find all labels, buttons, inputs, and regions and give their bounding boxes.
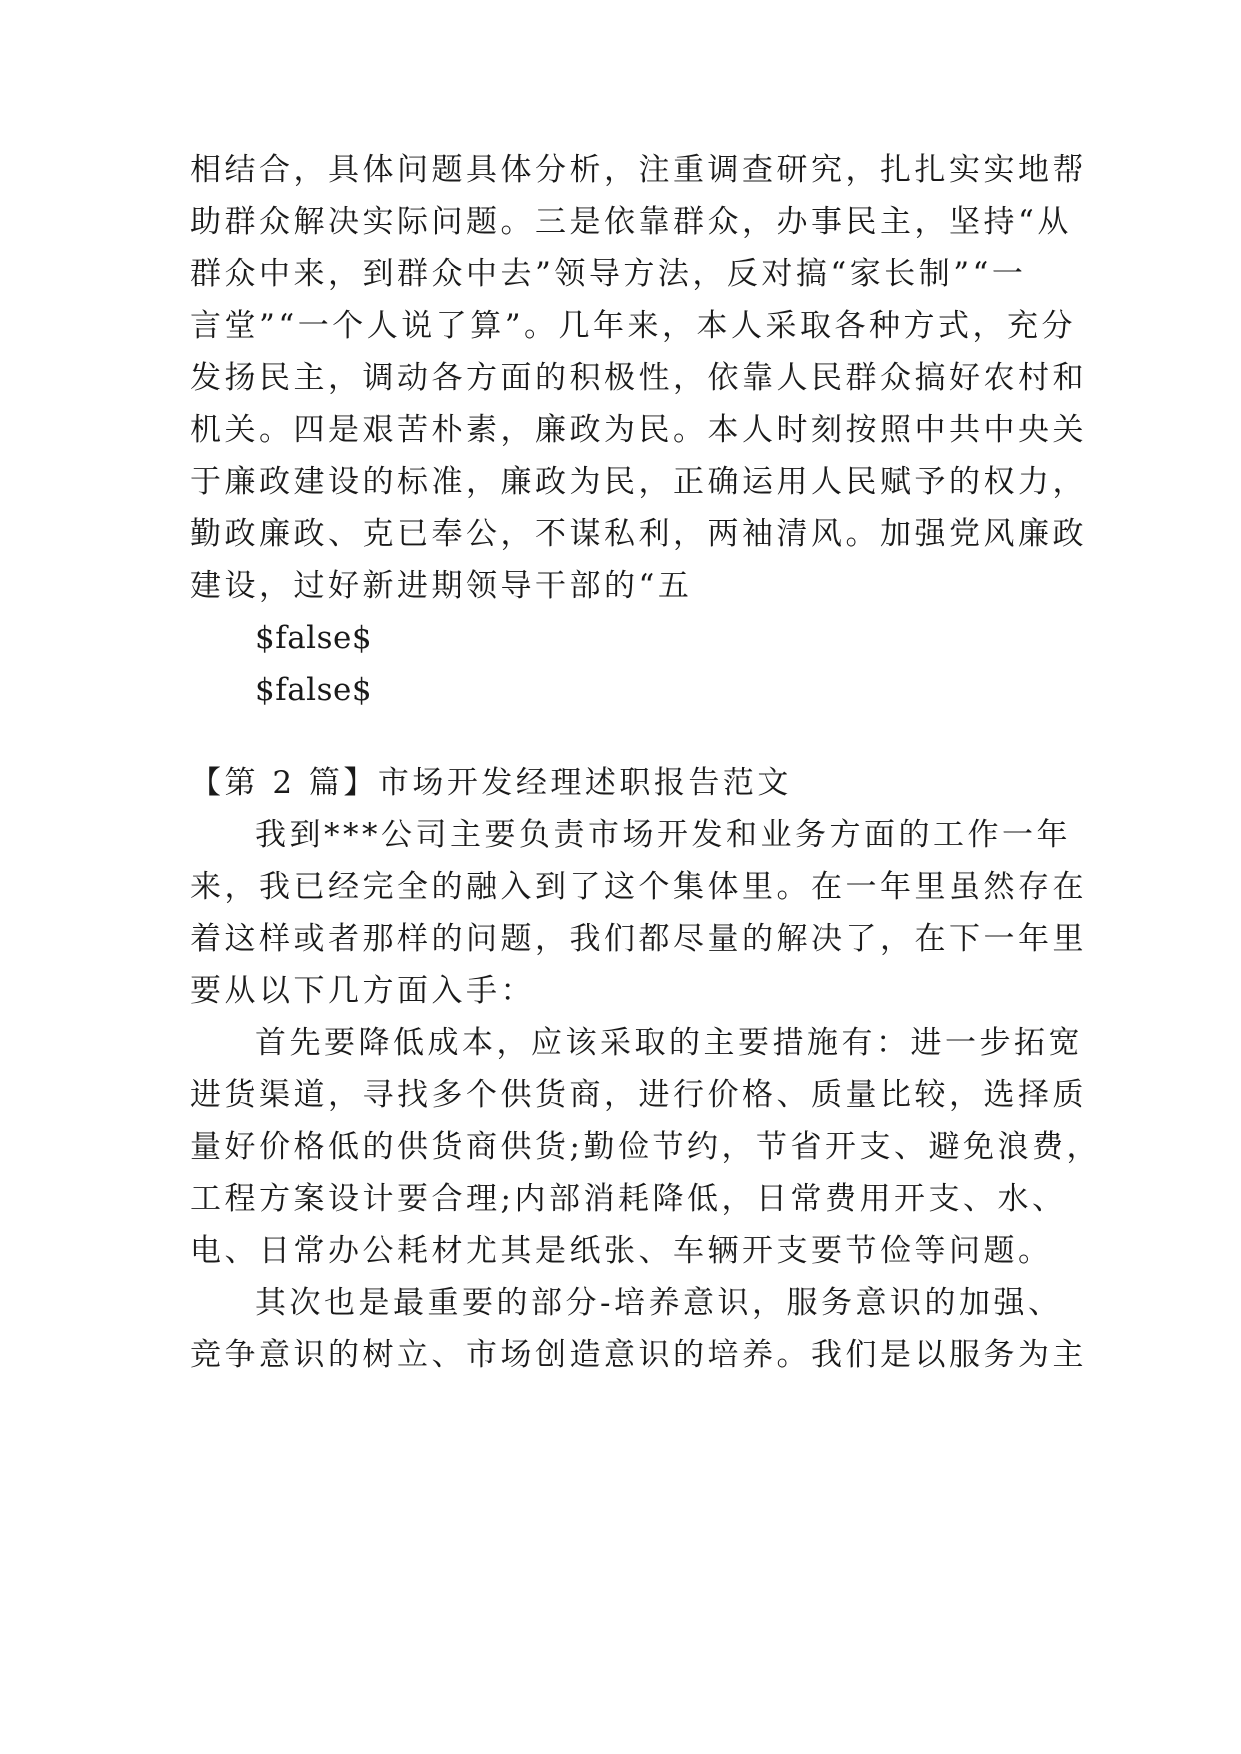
- paragraph-line: 来，我已经完全的融入到了这个集体里。在一年里虽然存在: [190, 869, 1087, 905]
- paragraph-line: 工程方案设计要合理;内部消耗降低，日常费用开支、水、: [190, 1181, 1067, 1217]
- text-line: 于廉政建设的标准，廉政为民，正确运用人民赋予的权力，: [190, 464, 1087, 500]
- paragraph-line: 着这样或者那样的问题，我们都尽量的解决了，在下一年里: [190, 921, 1087, 957]
- paragraph-line: 要从以下几方面入手：: [190, 973, 535, 1009]
- text-line: 群众中来，到群众中去”领导方法，反对搞“家长制”“一: [190, 256, 1027, 292]
- paragraph-line: 我到***公司主要负责市场开发和业务方面的工作一年: [255, 817, 1071, 853]
- text-line: 相结合，具体问题具体分析，注重调查研究，扎扎实实地帮: [190, 152, 1087, 188]
- paragraph-line: 其次也是最重要的部分-培养意识，服务意识的加强、: [255, 1285, 1063, 1321]
- text-line: 助群众解决实际问题。三是依靠群众，办事民主，坚持“从: [190, 204, 1072, 240]
- text-line: 机关。四是艰苦朴素，廉政为民。本人时刻按照中共中央关: [190, 412, 1087, 448]
- placeholder-text: $false$: [255, 672, 373, 708]
- text-line: 发扬民主，调动各方面的积极性，依靠人民群众搞好农村和: [190, 360, 1087, 396]
- paragraph-line: 电、日常办公耗材尤其是纸张、车辆开支要节俭等问题。: [190, 1233, 1053, 1269]
- paragraph-line: 竞争意识的树立、市场创造意识的培养。我们是以服务为主: [190, 1337, 1087, 1373]
- text-line: 勤政廉政、克已奉公，不谋私利，两袖清风。加强党风廉政: [190, 516, 1087, 552]
- paragraph-line: 进货渠道，寻找多个供货商，进行价格、质量比较，选择质: [190, 1077, 1087, 1113]
- placeholder-text: $false$: [255, 620, 373, 656]
- text-line: 建设，过好新进期领导干部的“五: [190, 568, 693, 604]
- text-line: 言堂”“一个人说了算”。几年来，本人采取各种方式，充分: [190, 308, 1077, 344]
- paragraph-line: 首先要降低成本，应该采取的主要措施有：进一步拓宽: [255, 1025, 1083, 1061]
- section-heading: 【第 2 篇】市场开发经理述职报告范文: [190, 765, 792, 801]
- paragraph-line: 量好价格低的供货商供货;勤俭节约，节省开支、避免浪费，: [190, 1129, 1101, 1165]
